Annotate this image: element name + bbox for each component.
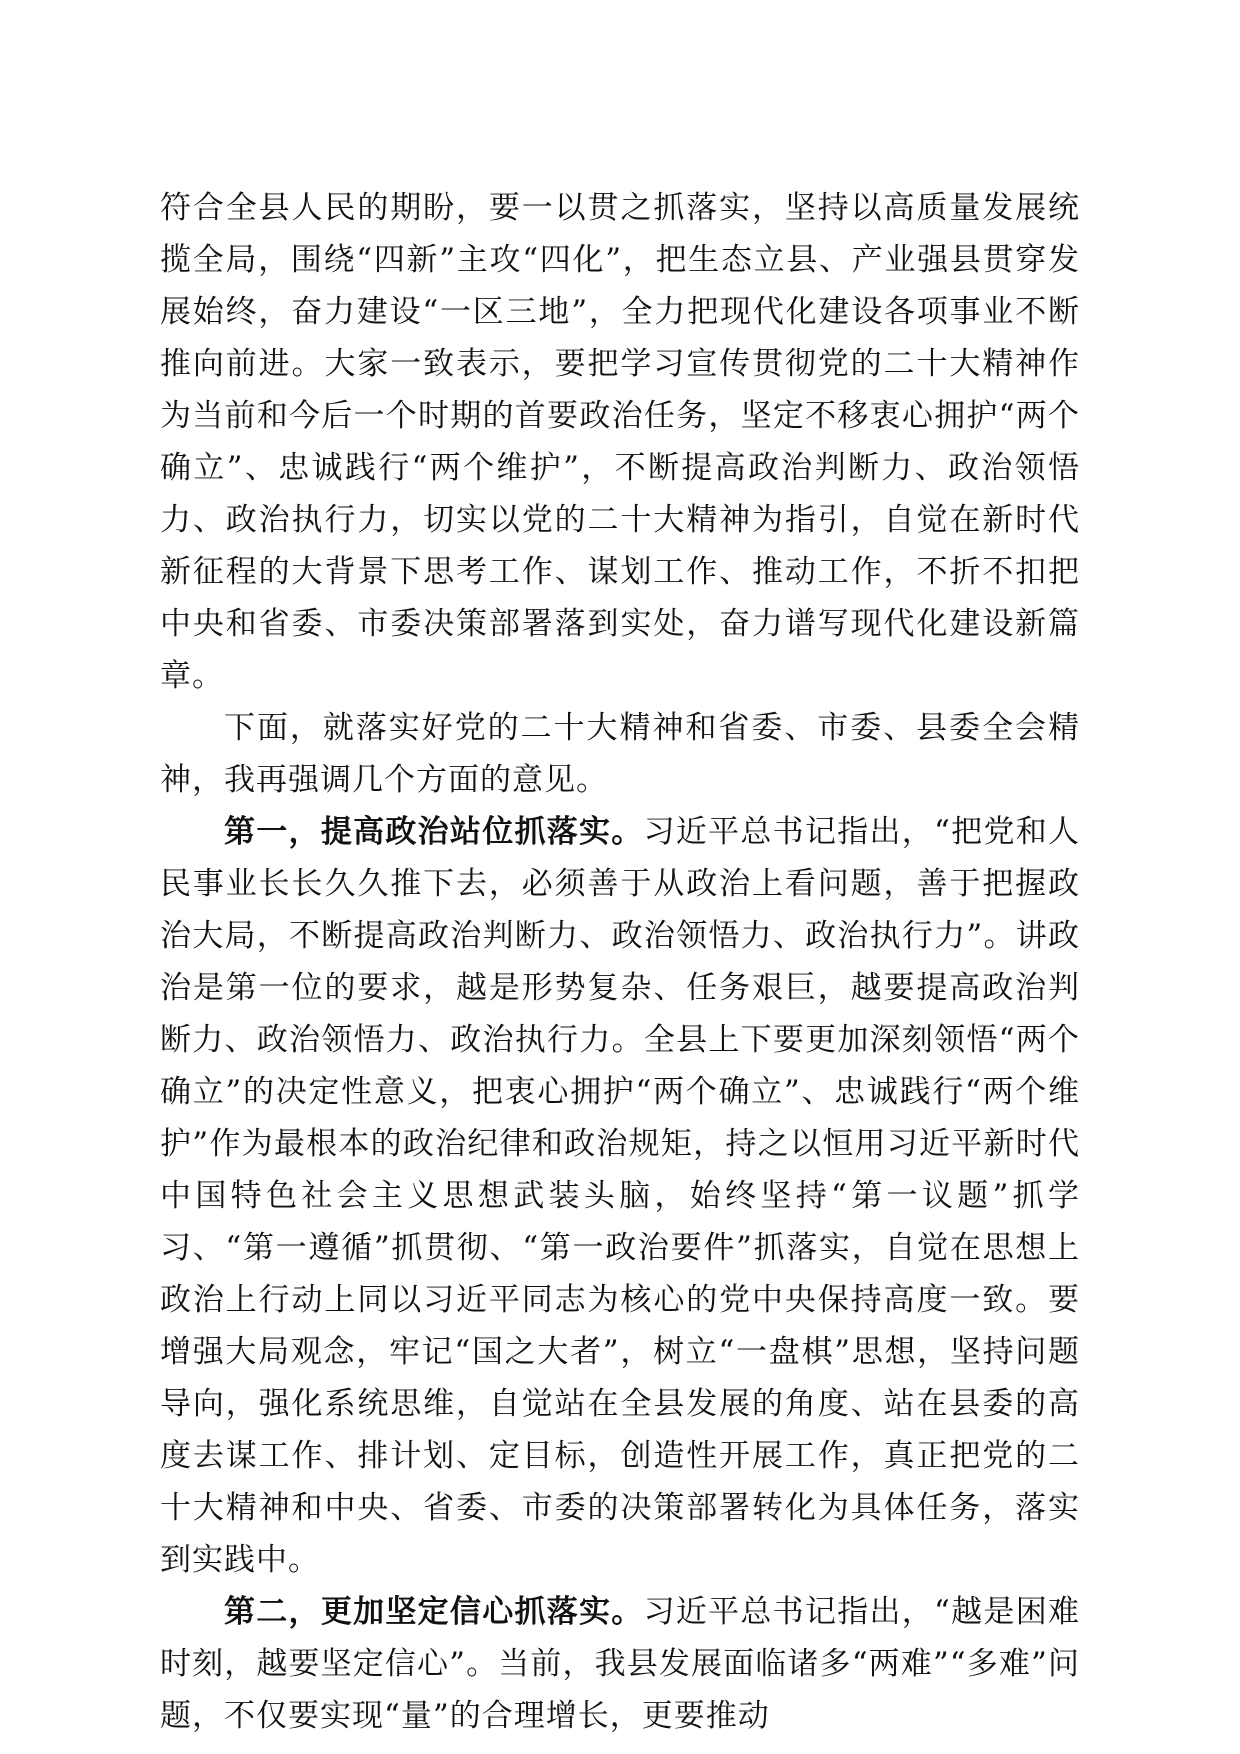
- paragraph-text: 习近平总书记指出，“把党和人民事业长长久久推下去，必须善于从政治上看问题，善于把握政治大局，不断提高政治判断力、政治领悟力、政治执行力”。讲政治是第一位的要求，越是形势复杂、任务艰巨，越要提高政治判断力、政治领悟力、政治执行力。全县上下要更加深刻领悟“两个确立”的决定性意义，把衷心拥护“两个确立”、忠诚践行“两个维护”作为最根本的政治纪律和政治规矩，持之以恒用习近平新时代中国特色社会主义思想武装头脑，始终坚持“第一议题”抓学习、“第一遵循”抓贯彻、“第一政治要件”抓落实，自觉在思想上政治上行动上同以习近平同志为核心的党中央保持高度一致。要增强大局观念，牢记“国之大者”，树立“一盘棋”思想，坚持问题导向，强化系统思维，自觉站在全县发展的角度、站在县委的高度去谋工作、排计划、定目标，创造性开展工作，真正把党的二十大精神和中央、省委、市委的决策部署转化为具体任务，落实到实践中。: [160, 814, 1080, 1578]
- paragraph-continuation: [160, 182, 1080, 702]
- paragraph-text: 习近平总书记指出，“越是困难时刻，越要坚定信心”。当前，我县发展面临诸多“两难”“多难”问题，不仅要实现“量”的合理增长，更要推动: [160, 1594, 1080, 1734]
- paragraph-heading: 第二，更加坚定信心抓落实。: [224, 1594, 644, 1630]
- document-page: [160, 182, 1080, 1742]
- paragraph-text: 符合全县人民的期盼，要一以贯之抓落实，坚持以高质量发展统揽全局，围绕“四新”主攻“四化”，把生态立县、产业强县贯穿发展始终，奋力建设“一区三地”，全力把现代化建设各项事业不断推向前进。大家一致表示，要把学习宣传贯彻党的二十大精神作为当前和今后一个时期的首要政治任务，坚定不移衷心拥护“两个确立”、忠诚践行“两个维护”，不断提高政治判断力、政治领悟力、政治执行力，切实以党的二十大精神为指引，自觉在新时代新征程的大背景下思考工作、谋划工作、推动工作，不折不扣把中央和省委、市委决策部署落到实处，奋力谱写现代化建设新篇章。: [160, 190, 1080, 694]
- paragraph-intro: [160, 702, 1080, 806]
- paragraph-point-two: [160, 1586, 1080, 1742]
- paragraph-point-one: [160, 806, 1080, 1586]
- paragraph-heading: 第一，提高政治站位抓落实。: [224, 814, 644, 850]
- paragraph-text: 下面，就落实好党的二十大精神和省委、市委、县委全会精神，我再强调几个方面的意见。: [160, 710, 1080, 798]
